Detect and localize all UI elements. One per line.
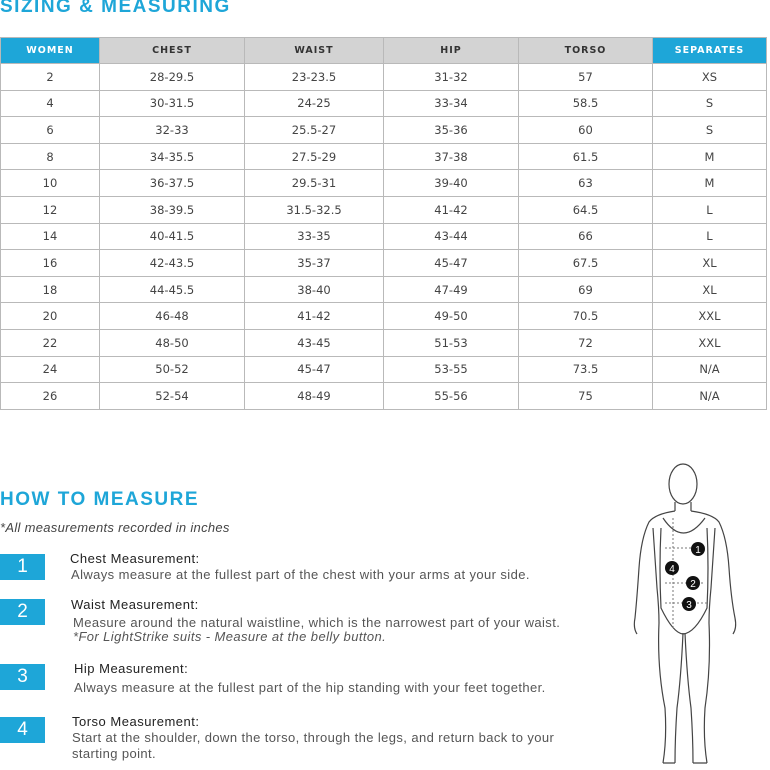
cell-women: 20 — [1, 303, 100, 330]
sizing-title: SIZING & MEASURING — [0, 0, 231, 17]
cell-hip: 35-36 — [384, 117, 519, 144]
cell-separates: M — [653, 143, 767, 170]
cell-separates: XL — [653, 276, 767, 303]
cell-hip: 53-55 — [384, 356, 519, 383]
how-to-measure-title: HOW TO MEASURE — [0, 489, 200, 510]
cell-waist: 45-47 — [245, 356, 384, 383]
cell-waist: 41-42 — [245, 303, 384, 330]
cell-chest: 44-45.5 — [100, 276, 245, 303]
step-2-badge: 2 — [0, 599, 45, 625]
cell-hip: 51-53 — [384, 329, 519, 356]
cell-chest: 36-37.5 — [100, 170, 245, 197]
cell-women: 10 — [1, 170, 100, 197]
cell-hip: 37-38 — [384, 143, 519, 170]
step-4-title: Torso Measurement: — [72, 714, 200, 729]
header-women: WOMEN — [1, 38, 100, 64]
marker-3 — [682, 597, 696, 611]
step-4-badge: 4 — [0, 717, 45, 743]
cell-women: 22 — [1, 329, 100, 356]
cell-women: 16 — [1, 250, 100, 277]
marker-4 — [665, 561, 679, 575]
cell-chest: 42-43.5 — [100, 250, 245, 277]
cell-hip: 49-50 — [384, 303, 519, 330]
cell-waist: 29.5-31 — [245, 170, 384, 197]
table-row — [1, 303, 767, 330]
step-1-title: Chest Measurement: — [70, 551, 200, 566]
cell-women: 6 — [1, 117, 100, 144]
step-2-title: Waist Measurement: — [71, 597, 199, 612]
step-4-text: Start at the shoulder, down the torso, through the legs, and return back to your starting point. — [72, 730, 555, 761]
marker-1 — [691, 542, 705, 556]
cell-waist: 27.5-29 — [245, 143, 384, 170]
table-row — [1, 117, 767, 144]
step-3-text: Always measure at the fullest part of the hip standing with your feet together. — [74, 680, 546, 695]
table-row — [1, 250, 767, 277]
cell-women: 26 — [1, 383, 100, 410]
cell-chest: 28-29.5 — [100, 64, 245, 91]
cell-waist: 43-45 — [245, 329, 384, 356]
size-chart-table — [0, 37, 767, 410]
table-row — [1, 329, 767, 356]
step-2-subnote: *For LightStrike suits - Measure at the belly button. — [73, 629, 387, 644]
cell-chest: 32-33 — [100, 117, 245, 144]
cell-chest: 50-52 — [100, 356, 245, 383]
table-header-row — [1, 38, 767, 64]
cell-torso: 63 — [519, 170, 653, 197]
svg-text:3: 3 — [686, 600, 692, 611]
cell-torso: 69 — [519, 276, 653, 303]
cell-torso: 67.5 — [519, 250, 653, 277]
cell-waist: 23-23.5 — [245, 64, 384, 91]
cell-separates: XL — [653, 250, 767, 277]
cell-torso: 75 — [519, 383, 653, 410]
cell-torso: 64.5 — [519, 196, 653, 223]
cell-separates: S — [653, 90, 767, 117]
table-row — [1, 196, 767, 223]
cell-hip: 41-42 — [384, 196, 519, 223]
step-1-text: Always measure at the fullest part of the chest with your arms at your side. — [71, 567, 530, 582]
table-row — [1, 170, 767, 197]
header-chest: CHEST — [100, 38, 245, 64]
table-body — [1, 64, 767, 410]
cell-waist: 48-49 — [245, 383, 384, 410]
step-1-badge: 1 — [0, 554, 45, 580]
header-separates: SEPARATES — [653, 38, 767, 64]
cell-hip: 45-47 — [384, 250, 519, 277]
cell-separates: N/A — [653, 383, 767, 410]
cell-separates: M — [653, 170, 767, 197]
table-row — [1, 383, 767, 410]
cell-waist: 33-35 — [245, 223, 384, 250]
table-row — [1, 223, 767, 250]
step-3-badge: 3 — [0, 664, 45, 690]
cell-hip: 47-49 — [384, 276, 519, 303]
cell-hip: 31-32 — [384, 64, 519, 91]
cell-waist: 38-40 — [245, 276, 384, 303]
cell-separates: S — [653, 117, 767, 144]
cell-waist: 35-37 — [245, 250, 384, 277]
cell-separates: N/A — [653, 356, 767, 383]
svg-text:2: 2 — [690, 579, 696, 590]
cell-torso: 70.5 — [519, 303, 653, 330]
cell-chest: 40-41.5 — [100, 223, 245, 250]
cell-chest: 48-50 — [100, 329, 245, 356]
table-row — [1, 143, 767, 170]
step-3-title: Hip Measurement: — [74, 661, 189, 676]
cell-separates: XXL — [653, 329, 767, 356]
cell-waist: 24-25 — [245, 90, 384, 117]
svg-text:4: 4 — [669, 564, 675, 575]
cell-torso: 58.5 — [519, 90, 653, 117]
cell-separates: XXL — [653, 303, 767, 330]
header-torso: TORSO — [519, 38, 653, 64]
cell-chest: 34-35.5 — [100, 143, 245, 170]
cell-torso: 61.5 — [519, 143, 653, 170]
cell-women: 12 — [1, 196, 100, 223]
measurement-note: *All measurements recorded in inches — [0, 520, 230, 535]
cell-women: 24 — [1, 356, 100, 383]
cell-chest: 30-31.5 — [100, 90, 245, 117]
cell-women: 18 — [1, 276, 100, 303]
cell-hip: 43-44 — [384, 223, 519, 250]
cell-separates: L — [653, 223, 767, 250]
cell-torso: 60 — [519, 117, 653, 144]
svg-text:1: 1 — [695, 545, 701, 556]
step-2-text: Measure around the natural waistline, which is the narrowest part of your waist. — [73, 615, 561, 630]
table-row — [1, 276, 767, 303]
header-waist: WAIST — [245, 38, 384, 64]
cell-chest: 38-39.5 — [100, 196, 245, 223]
marker-2 — [686, 576, 700, 590]
cell-torso: 73.5 — [519, 356, 653, 383]
cell-hip: 55-56 — [384, 383, 519, 410]
cell-chest: 52-54 — [100, 383, 245, 410]
cell-chest: 46-48 — [100, 303, 245, 330]
cell-women: 2 — [1, 64, 100, 91]
cell-torso: 72 — [519, 329, 653, 356]
table-row — [1, 356, 767, 383]
cell-women: 4 — [1, 90, 100, 117]
cell-hip: 33-34 — [384, 90, 519, 117]
cell-waist: 25.5-27 — [245, 117, 384, 144]
cell-torso: 66 — [519, 223, 653, 250]
cell-torso: 57 — [519, 64, 653, 91]
cell-waist: 31.5-32.5 — [245, 196, 384, 223]
cell-hip: 39-40 — [384, 170, 519, 197]
cell-separates: L — [653, 196, 767, 223]
header-hip: HIP — [384, 38, 519, 64]
table-row — [1, 64, 767, 91]
table-row — [1, 90, 767, 117]
cell-women: 8 — [1, 143, 100, 170]
body-figure-illustration — [625, 458, 765, 770]
cell-separates: XS — [653, 64, 767, 91]
cell-women: 14 — [1, 223, 100, 250]
